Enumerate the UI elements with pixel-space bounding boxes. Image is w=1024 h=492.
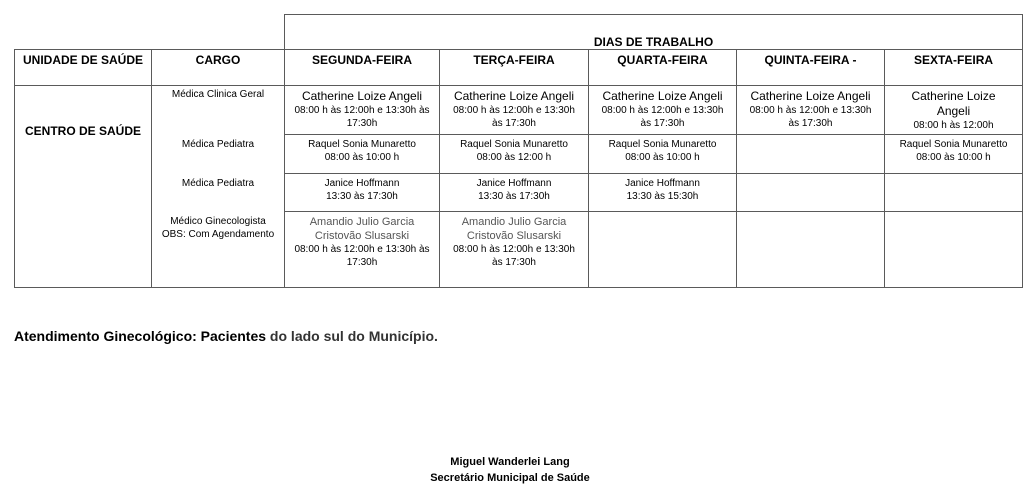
schedule-cell-qua: [589, 138, 736, 164]
schedule-cell-qua: [589, 89, 736, 130]
time-line: 08:00 h às 12:00h e 13:30h: [601, 105, 724, 116]
signatory-title: Secretário Municipal de Saúde: [430, 472, 590, 484]
header-terca: TERÇA-FEIRA: [473, 53, 555, 67]
schedule-cell-seg: [285, 215, 439, 269]
signatory-name: Miguel Wanderlei Lang: [450, 456, 570, 468]
schedule-cell-qua: [589, 177, 736, 203]
doctor-name: Cristovão Slusarski: [466, 230, 562, 242]
header-quinta: QUINTA-FEIRA -: [764, 53, 857, 67]
role-cell: [152, 177, 284, 190]
doctor-name: Catherine Loize Angeli: [301, 89, 423, 103]
doctor-name: Raquel Sonia Munaretto: [899, 139, 1008, 150]
time-line: 13:30 às 17:30h: [326, 191, 398, 202]
header-segunda: SEGUNDA-FEIRA: [311, 53, 412, 67]
time-line: 17:30h: [346, 118, 378, 129]
time-line: 13:30 às 15:30h: [626, 191, 699, 202]
note-detail: do lado sul do Município.: [266, 328, 438, 344]
gynecology-note: [14, 328, 438, 344]
role-line: Médico Ginecologista: [170, 216, 266, 227]
time-line: às 17:30h: [492, 118, 536, 129]
signature-block: [360, 454, 660, 486]
schedule-cell-ter: [440, 177, 588, 203]
doctor-name: Catherine Loize Angeli: [750, 89, 871, 103]
time-line: 17:30h: [346, 257, 378, 268]
schedule-cell-sex: [885, 138, 1022, 164]
role-line: Médica Pediatra: [181, 139, 255, 150]
schedule-cell-seg: [285, 89, 439, 130]
schedule-cell-qui: [737, 89, 884, 130]
role-line: Médica Clinica Geral: [171, 89, 265, 100]
time-line: às 17:30h: [640, 118, 685, 129]
doctor-name: Catherine Loize Angeli: [602, 89, 723, 103]
time-line: 13:30 às 17:30h: [478, 191, 550, 202]
time-line: 08:00 h às 12:00h e 13:30h às: [294, 244, 430, 255]
time-line: 08:00 às 12:00 h: [476, 152, 552, 163]
unit-name: CENTRO DE SAÚDE: [24, 124, 141, 138]
header-quarta: QUARTA-FEIRA: [617, 53, 708, 67]
time-line: 08:00 às 10:00 h: [324, 152, 400, 163]
schedule-cell-sex: [885, 89, 1022, 132]
schedule-cell-seg: [285, 177, 439, 203]
note-label: Atendimento Ginecológico: Pacientes: [14, 328, 267, 344]
doctor-name: Amandio Julio Garcia: [461, 216, 567, 228]
role-cell: [152, 138, 284, 151]
time-line: 08:00 às 10:00 h: [625, 152, 700, 163]
header-cargo: CARGO: [195, 53, 241, 67]
role-line: OBS: Com Agendamento: [161, 229, 275, 240]
doctor-name: Catherine Loize: [911, 89, 996, 103]
doctor-name: Angeli: [936, 104, 971, 118]
time-line: 08:00 h às 12:00h: [913, 120, 994, 131]
doctor-name: Janice Hoffmann: [625, 178, 700, 189]
doctor-name: Cristovão Slusarski: [314, 230, 410, 242]
header-sexta: SEXTA-FEIRA: [913, 53, 994, 67]
schedule-cell-seg: [285, 138, 439, 164]
dias-de-trabalho-header: DIAS DE TRABALHO: [593, 35, 714, 49]
time-line: às 17:30h: [492, 257, 536, 268]
schedule-cell-ter: [440, 138, 588, 164]
schedule-cell-ter: [440, 89, 588, 130]
role-line: Médica Pediatra: [181, 178, 255, 189]
doctor-name: Raquel Sonia Munaretto: [460, 139, 568, 150]
header-unidade: UNIDADE DE SAÚDE: [22, 53, 143, 67]
doctor-name: Amandio Julio Garcia: [309, 216, 415, 228]
doctor-name: Catherine Loize Angeli: [453, 89, 575, 103]
time-line: 08:00 h às 12:00h e 13:30h: [749, 105, 872, 116]
doctor-name: Raquel Sonia Munaretto: [608, 139, 717, 150]
time-line: 08:00 às 10:00 h: [916, 152, 991, 163]
time-line: 08:00 h às 12:00h e 13:30h às: [294, 105, 430, 116]
time-line: 08:00 h às 12:00h e 13:30h: [453, 244, 575, 255]
doctor-name: Raquel Sonia Munaretto: [308, 139, 416, 150]
doctor-name: Janice Hoffmann: [476, 178, 552, 189]
schedule-cell-ter: [440, 215, 588, 269]
time-line: às 17:30h: [788, 118, 833, 129]
time-line: 08:00 h às 12:00h e 13:30h: [453, 105, 575, 116]
doctor-name: Janice Hoffmann: [324, 178, 400, 189]
role-cell: [152, 88, 284, 101]
role-cell: [152, 215, 284, 241]
